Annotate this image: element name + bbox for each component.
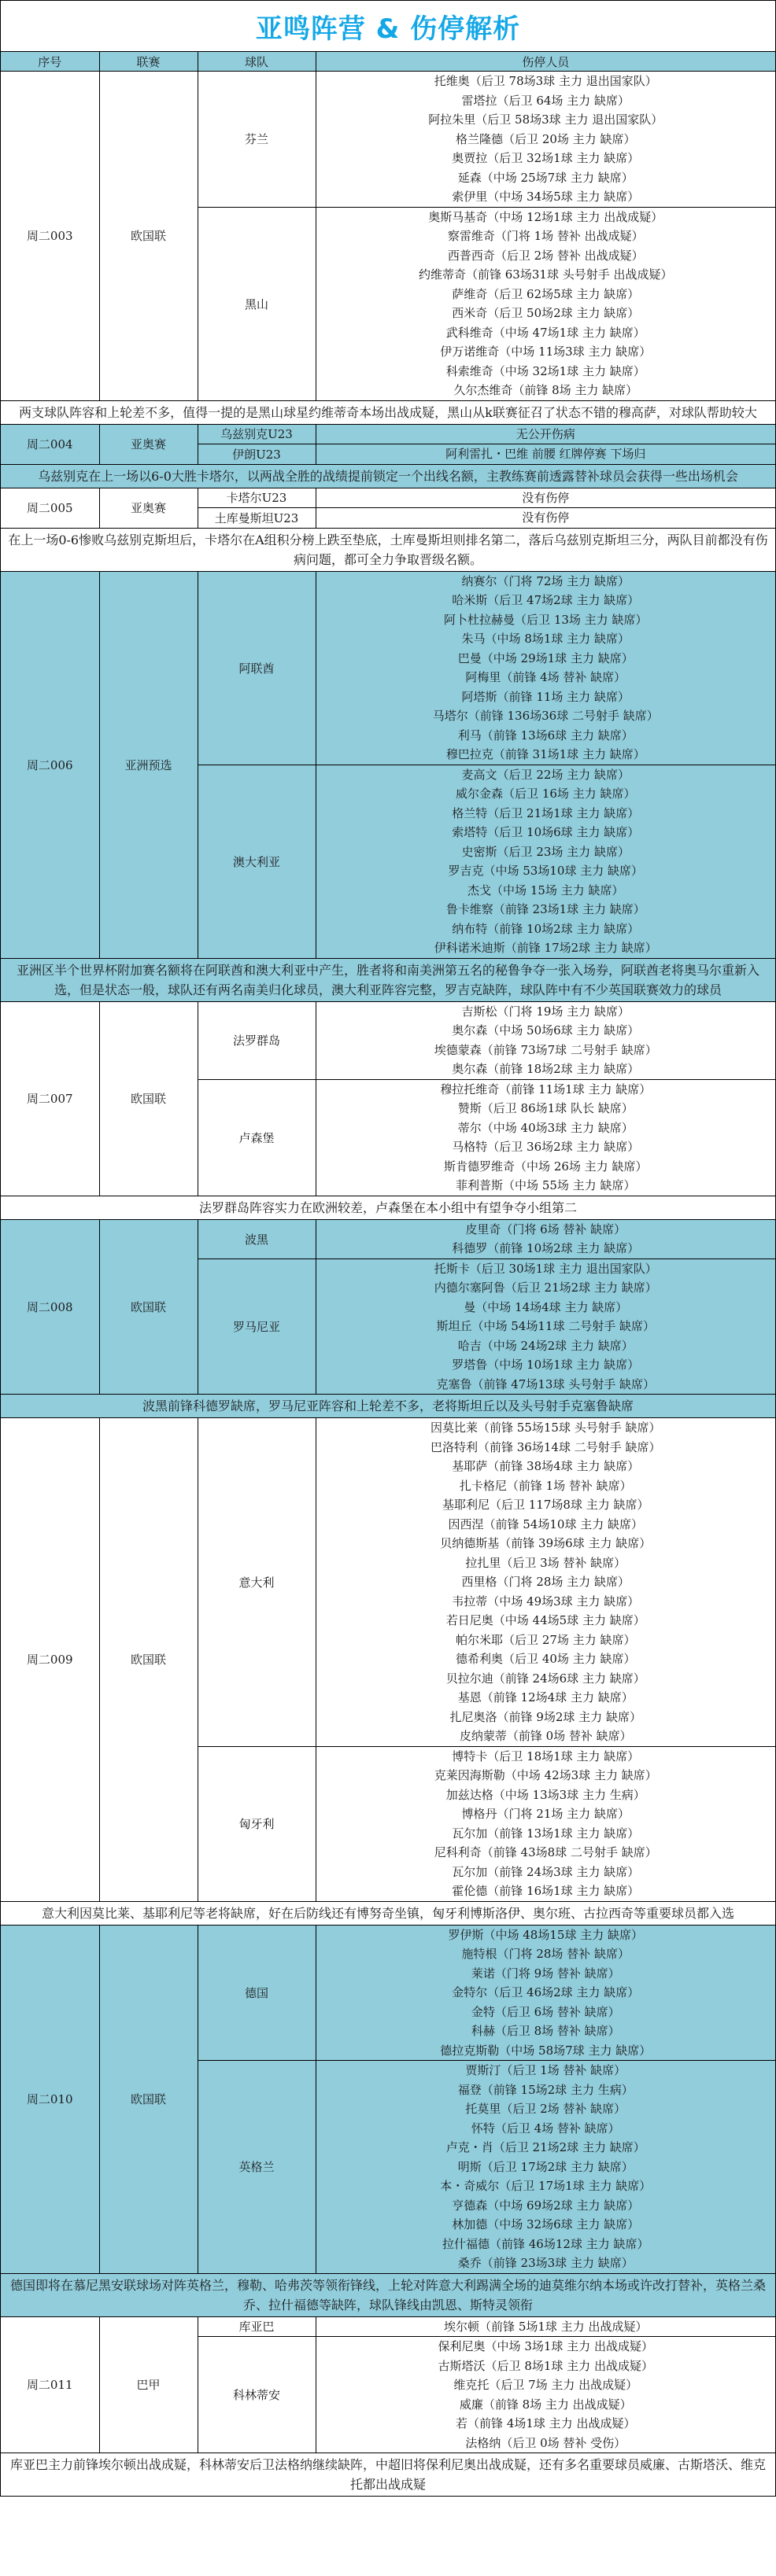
player-injury-entry: 纳赛尔（门将 72场 主力 缺席）: [461, 573, 630, 588]
player-injury-entry: 武科维奇（中场 47场1球 主力 缺席）: [445, 325, 645, 340]
match-note-row: [1, 2273, 775, 2316]
player-injury-entry: 巴曼（中场 29场1球 主力 缺席）: [457, 650, 634, 665]
injury-list: [316, 72, 775, 208]
match-team-row: [1, 1001, 775, 1079]
injury-list: [316, 2337, 775, 2453]
league-name: 亚奥赛: [99, 488, 198, 528]
match-id: 周二009: [1, 1418, 99, 1902]
header-league: 联赛: [99, 52, 198, 72]
player-injury-entry: 保利尼奥（中场 3场1球 主力 出战成疑）: [438, 2339, 653, 2353]
player-injury-entry: 基恩（前锋 12场4球 主力 缺席）: [457, 1690, 634, 1704]
player-injury-entry: 杰戈（中场 15场 主力 缺席）: [467, 883, 624, 897]
player-injury-entry: 哈米斯（后卫 47场2球 主力 缺席）: [452, 593, 640, 607]
player-injury-entry: 因西涅（前锋 54场10球 主力 缺席）: [448, 1516, 643, 1531]
player-injury-entry: 金特（后卫 6场 替补 缺席）: [471, 2004, 620, 2019]
player-injury-entry: 穆巴拉克（前锋 31场1球 主力 缺席）: [445, 747, 645, 761]
player-injury-entry: 内德尔塞阿鲁（后卫 21场2球 主力 缺席）: [434, 1281, 657, 1295]
team-name: 芬兰: [198, 72, 316, 208]
player-injury-entry: 麦高文（后卫 22场 主力 缺席）: [461, 767, 630, 782]
player-injury-entry: 利马（前锋 13场6球 主力 缺席）: [457, 728, 634, 743]
injury-list: [316, 1001, 775, 1079]
team-name: 黑山: [198, 207, 316, 400]
player-injury-entry: 扎尼奥洛（前锋 9场2球 主力 缺席）: [449, 1709, 641, 1724]
player-injury-entry: 卢克・肖（后卫 21场2球 主力 缺席）: [445, 2140, 645, 2154]
injury-list: [316, 508, 775, 529]
league-name: 欧国联: [99, 1001, 198, 1196]
match-analysis-note: 库亚巴主力前锋埃尔顿出战成疑，科林蒂安后卫法格纳继续缺阵，中超旧将保利尼奥出战成疑，还有多名重要球员威廉、古斯塔沃、维克托都出战成疑: [1, 2453, 775, 2497]
league-name: 欧国联: [99, 1219, 198, 1395]
player-injury-entry: 菲利普斯（中场 55场 主力 缺席）: [456, 1178, 636, 1192]
player-injury-entry: 斯坦丘（中场 54场11球 二号射手 缺席）: [436, 1319, 655, 1333]
player-injury-entry: 索伊里（中场 34场5球 主力 缺席）: [452, 190, 640, 204]
player-injury-entry: 斯肯德罗维奇（中场 26场 主力 缺席）: [444, 1159, 648, 1174]
injury-list: [316, 424, 775, 444]
player-injury-entry: 奥尔森（前锋 18场2球 主力 缺席）: [452, 1062, 640, 1076]
team-name: 法罗群岛: [198, 1001, 316, 1079]
player-injury-entry: 德拉克斯勒（中场 58场7球 主力 缺席）: [440, 2043, 652, 2058]
team-name: 匈牙利: [198, 1746, 316, 1901]
match-id: 周二010: [1, 1925, 99, 2273]
match-note-row: [1, 2453, 775, 2497]
player-injury-entry: 贝纳德斯基（前锋 39场6球 主力 缺席）: [440, 1536, 652, 1550]
player-injury-entry: 施特根（门将 28场 替补 缺席）: [461, 1947, 630, 1961]
player-injury-entry: 埃尔顿（前锋 5场1球 主力 出战成疑）: [444, 2319, 648, 2334]
player-injury-entry: 格兰隆德（后卫 20场 主力 缺席）: [456, 131, 636, 146]
player-injury-entry: 亨德森（中场 69场2球 主力 缺席）: [452, 2198, 640, 2213]
player-injury-entry: 科索维奇（中场 32场1球 主力 缺席）: [445, 363, 645, 378]
match-id: 周二005: [1, 488, 99, 528]
injury-list: [316, 488, 775, 508]
player-injury-entry: 莱诺（门将 9场 替补 缺席）: [471, 1966, 620, 1981]
player-injury-entry: 阿拉朱里（后卫 58场3球 主力 退出国家队）: [428, 112, 663, 127]
team-name: 伊朗U23: [198, 444, 316, 465]
injury-list: [316, 1418, 775, 1747]
league-name: 欧国联: [99, 1925, 198, 2273]
league-name: 亚奥赛: [99, 424, 198, 464]
player-injury-entry: 哈吉（中场 24场2球 主力 缺席）: [457, 1338, 634, 1353]
match-analysis-note: 在上一场0-6惨败乌兹别克斯坦后，卡塔尔在A组积分榜上跌至垫底，土库曼斯坦则排名第二，落后乌兹别克斯坦三分，两队目前都没有伤病问题，都可全力争取晋级名额。: [1, 528, 775, 571]
match-id: 周二007: [1, 1001, 99, 1196]
team-name: 意大利: [198, 1418, 316, 1747]
player-injury-entry: 尼科利奇（前锋 43场8球 二号射手 缺席）: [434, 1845, 657, 1859]
player-injury-entry: 威廉（前锋 8场 主力 出战成疑）: [459, 2397, 632, 2412]
player-injury-entry: 拉扎里（后卫 3场 替补 缺席）: [465, 1555, 626, 1570]
player-injury-entry: 贝拉尔迪（前锋 24场6球 主力 缺席）: [445, 1671, 645, 1686]
player-injury-entry: 皮纳蒙蒂（前锋 0场 替补 缺席）: [459, 1729, 632, 1743]
player-injury-entry: 罗吉克（中场 53场10球 主力 缺席）: [448, 864, 643, 878]
player-injury-entry: 本・奇威尔（后卫 17场1球 主力 缺席）: [440, 2179, 652, 2193]
match-team-row: [1, 72, 775, 208]
injury-list: [316, 1079, 775, 1196]
player-injury-entry: 法格纳（后卫 0场 替补 受伤）: [465, 2435, 626, 2450]
player-injury-entry: 霍伦德（前锋 16场1球 主力 缺席）: [452, 1884, 640, 1898]
player-injury-entry: 鲁卡维察（前锋 23场1球 主力 缺席）: [445, 902, 645, 916]
match-team-row: [1, 488, 775, 508]
player-injury-entry: 桑乔（前锋 23场3球 主力 缺席）: [457, 2256, 634, 2270]
player-injury-entry: 阿卜杜拉赫曼（后卫 13场 主力 缺席）: [444, 612, 648, 627]
match-analysis-note: 德国即将在慕尼黑安联球场对阵英格兰，穆勒、哈弗茨等领衔锋线，上轮对阵意大利踢满全场的迪莫维尔纳本场或许改打替补，英格兰桑乔、拉什福德等缺阵，球队锋线由凯恩、斯特灵领衔: [1, 2273, 775, 2316]
player-injury-entry: 延森（中场 25场7球 主力 缺席）: [457, 170, 634, 185]
player-injury-entry: 索塔特（后卫 10场6球 主力 缺席）: [452, 825, 640, 839]
player-injury-entry: 阿利雷扎・巴维 前腰 红牌停赛 下场归: [445, 447, 646, 461]
player-injury-entry: 博格丹（门将 21场 主力 缺席）: [461, 1807, 630, 1821]
match-team-row: [1, 1925, 775, 2061]
team-name: 科林蒂安: [198, 2337, 316, 2453]
player-injury-entry: 朱马（中场 8场1球 主力 缺席）: [461, 632, 630, 646]
league-name: 欧国联: [99, 1418, 198, 1902]
player-injury-entry: 西里格（门将 28场 主力 缺席）: [461, 1575, 630, 1589]
player-injury-entry: 雷塔拉（后卫 64场 主力 缺席）: [461, 93, 630, 108]
table-header-row: [1, 52, 775, 72]
player-injury-entry: 赞斯（后卫 86场1球 队长 缺席）: [457, 1101, 634, 1115]
player-injury-entry: 约维蒂奇（前锋 63场31球 头号射手 出战成疑）: [419, 267, 673, 282]
player-injury-entry: 因莫比莱（前锋 55场15球 头号射手 缺席）: [430, 1421, 661, 1435]
player-injury-entry: 马塔尔（前锋 136场36球 二号射手 缺席）: [432, 709, 659, 723]
match-analysis-note: 乌兹别克在上一场以6-0大胜卡塔尔，以两战全胜的战绩提前锁定一个出线名额，主教练赛前透露替补球员会获得一些出场机会: [1, 464, 775, 488]
match-team-row: [1, 571, 775, 765]
injury-list: [316, 2061, 775, 2274]
player-injury-entry: 吉斯松（门将 19场 主力 缺席）: [461, 1004, 630, 1019]
league-name: 巴甲: [99, 2316, 198, 2453]
player-injury-entry: 明斯（后卫 17场2球 主力 缺席）: [457, 2159, 634, 2174]
match-team-row: [1, 1219, 775, 1259]
player-injury-entry: 无公开伤病: [515, 426, 575, 441]
table-body: [1, 72, 775, 2497]
injury-list: [316, 765, 775, 958]
injury-list: [316, 207, 775, 400]
player-injury-entry: 史密斯（后卫 23场 主力 缺席）: [461, 844, 630, 859]
player-injury-entry: 曼（中场 14场4球 主力 缺席）: [464, 1299, 628, 1314]
match-note-row: [1, 400, 775, 424]
match-team-row: [1, 424, 775, 444]
match-analysis-note: 两支球队阵容和上轮差不多，值得一提的是黑山球星约维蒂奇本场出战成疑，黑山从k联赛征召了状态不错的穆高萨，对球队帮助较大: [1, 400, 775, 424]
match-id: 周二003: [1, 72, 99, 401]
injury-list: [316, 1925, 775, 2061]
player-injury-entry: 林加德（中场 32场6球 主力 缺席）: [452, 2217, 640, 2231]
player-injury-entry: 怀特（后卫 4场 替补 缺席）: [471, 2121, 620, 2136]
player-injury-entry: 久尔杰维奇（前锋 8场 主力 缺席）: [453, 383, 638, 397]
player-injury-entry: 埃德蒙森（前锋 73场7球 二号射手 缺席）: [434, 1042, 657, 1057]
player-injury-entry: 奥斯马基奇（中场 12场1球 主力 出战成疑）: [428, 209, 663, 224]
player-injury-entry: 韦拉蒂（中场 49场3球 主力 缺席）: [452, 1594, 640, 1609]
team-name: 英格兰: [198, 2061, 316, 2274]
injury-list: [316, 444, 775, 465]
player-injury-entry: 福登（前锋 15场2球 主力 生病）: [457, 2082, 634, 2097]
injury-list: [316, 1746, 775, 1901]
player-injury-entry: 帕尔米耶（后卫 27场 主力 缺席）: [456, 1632, 636, 1647]
team-name: 乌兹别克U23: [198, 424, 316, 444]
player-injury-entry: 基耶利尼（后卫 117场8球 主力 缺席）: [442, 1498, 649, 1512]
player-injury-entry: 阿塔斯（前锋 11场 主力 缺席）: [461, 689, 630, 704]
page-title: 亚鸣阵营 & 伤停解析: [1, 1, 775, 52]
match-note-row: [1, 1901, 775, 1925]
player-injury-entry: 托维奥（后卫 78场3球 主力 退出国家队）: [434, 74, 657, 88]
player-injury-entry: 萨维奇（后卫 62场5球 主力 缺席）: [452, 286, 640, 301]
team-name: 卡塔尔U23: [198, 488, 316, 508]
player-injury-entry: 巴洛特利（前锋 36场14球 二号射手 缺席）: [430, 1439, 661, 1454]
player-injury-entry: 克莱因海斯勒（中场 42场3球 主力 缺席）: [434, 1768, 657, 1782]
player-injury-entry: 西米奇（后卫 50场2球 主力 缺席）: [452, 306, 640, 320]
team-name: 卢森堡: [198, 1079, 316, 1196]
player-injury-entry: 加兹达格（中场 13场3球 主力 生病）: [445, 1787, 645, 1802]
player-injury-entry: 托斯卡（后卫 30场1球 主力 退出国家队）: [434, 1261, 657, 1276]
player-injury-entry: 科德罗（前锋 10场2球 主力 缺席）: [452, 1241, 640, 1255]
player-injury-entry: 瓦尔加（前锋 13场1球 主力 缺席）: [452, 1826, 640, 1841]
match-analysis-note: 亚洲区半个世界杯附加赛名额将在阿联酋和澳大利亚中产生，胜者将和南美洲第五名的秘鲁争夺一张入场券，阿联酋老将奥马尔重新入选，但是状态一般，球队还有两名南美归化球员，澳大利亚阵容完整，罗吉克缺阵，球队阵中有不少英国联赛效力的球员: [1, 958, 775, 1001]
league-name: 欧国联: [99, 72, 198, 401]
player-injury-entry: 皮里奇（门将 6场 替补 缺席）: [465, 1222, 626, 1236]
player-injury-entry: 西普西奇（后卫 2场 替补 出战成疑）: [447, 248, 644, 263]
player-injury-entry: 纳布特（前锋 10场2球 主力 缺席）: [452, 921, 640, 936]
player-injury-entry: 没有伤停: [522, 510, 570, 525]
match-team-row: [1, 2316, 775, 2337]
match-analysis-note: 意大利因莫比莱、基耶利尼等老将缺席，好在后防线还有博努奇坐镇，匈牙利博斯洛伊、奥尔班、古拉西奇等重要球员都入选: [1, 1901, 775, 1925]
team-name: 澳大利亚: [198, 765, 316, 958]
match-analysis-note: 波黑前锋科德罗缺席，罗马尼亚阵容和上轮差不多，老将斯坦丘以及头号射手克塞鲁缺席: [1, 1395, 775, 1418]
match-note-row: [1, 958, 775, 1001]
injury-list: [316, 2316, 775, 2337]
header-injuries: 伤停人员: [316, 52, 775, 72]
player-injury-entry: 奥尔森（中场 50场6球 主力 缺席）: [452, 1023, 640, 1037]
match-id: 周二011: [1, 2316, 99, 2453]
injury-table: [1, 52, 775, 2497]
player-injury-entry: 阿梅里（前锋 4场 替补 缺席）: [465, 670, 626, 684]
player-injury-entry: 没有伤停: [522, 490, 570, 505]
player-injury-entry: 德希利奥（后卫 40场 主力 缺席）: [456, 1652, 636, 1666]
match-id: 周二008: [1, 1219, 99, 1395]
player-injury-entry: 托莫里（后卫 2场 替补 缺席）: [465, 2102, 626, 2116]
player-injury-entry: 伊万诺维奇（中场 11场3球 主力 缺席）: [440, 345, 652, 359]
injury-list: [316, 1219, 775, 1259]
player-injury-entry: 若日尼奥（中场 44场5球 主力 缺席）: [445, 1613, 645, 1627]
player-injury-entry: 克塞鲁（前锋 47场13球 头号射手 缺席）: [436, 1376, 655, 1391]
injury-list: [316, 1259, 775, 1395]
team-name: 土库曼斯坦U23: [198, 508, 316, 529]
player-injury-entry: 扎卡格尼（前锋 1场 替补 缺席）: [459, 1478, 632, 1493]
player-injury-entry: 古斯塔沃（后卫 8场1球 主力 出战成疑）: [438, 2358, 653, 2373]
match-team-row: [1, 1418, 775, 1747]
match-id: 周二004: [1, 424, 99, 464]
player-injury-entry: 格兰特（后卫 21场1球 主力 缺席）: [452, 805, 640, 820]
player-injury-entry: 伊科诺米迪斯（前锋 17场2球 主力 缺席）: [434, 941, 657, 955]
match-id: 周二006: [1, 571, 99, 958]
player-injury-entry: 奥贾拉（后卫 32场1球 主力 缺席）: [452, 151, 640, 165]
player-injury-entry: 科赫（后卫 8场 替补 缺席）: [471, 2024, 620, 2038]
player-injury-entry: 拉什福德（前锋 46场12球 主力 缺席）: [442, 2236, 649, 2251]
team-name: 阿联酋: [198, 571, 316, 765]
player-injury-entry: 威尔金森（后卫 16场 主力 缺席）: [456, 787, 636, 801]
header-seq: 序号: [1, 52, 99, 72]
player-injury-entry: 蒂尔（中场 40场3球 主力 缺席）: [457, 1120, 634, 1135]
player-injury-entry: 穆拉托维奇（前锋 11场1球 主力 缺席）: [440, 1082, 652, 1096]
header-team: 球队: [198, 52, 316, 72]
team-name: 库亚巴: [198, 2316, 316, 2337]
team-name: 波黑: [198, 1219, 316, 1259]
match-note-row: [1, 464, 775, 488]
league-name: 亚洲预选: [99, 571, 198, 958]
player-injury-entry: 马格特（后卫 36场2球 主力 缺席）: [452, 1140, 640, 1154]
match-analysis-note: 法罗群岛阵容实力在欧洲较差，卢森堡在本小组中有望争夺小组第二: [1, 1196, 775, 1219]
player-injury-entry: 若（前锋 4场1球 主力 出战成疑）: [456, 2416, 636, 2430]
team-name: 德国: [198, 1925, 316, 2061]
match-note-row: [1, 528, 775, 571]
match-note-row: [1, 1395, 775, 1418]
player-injury-entry: 维克托（后卫 7场 主力 出战成疑）: [453, 2378, 638, 2392]
player-injury-entry: 察雷维奇（门将 1场 替补 出战成疑）: [447, 229, 644, 243]
player-injury-entry: 瓦尔加（前锋 24场3球 主力 缺席）: [452, 1864, 640, 1879]
player-injury-entry: 贾斯汀（后卫 1场 替补 缺席）: [465, 2063, 626, 2077]
injury-list: [316, 571, 775, 765]
team-name: 罗马尼亚: [198, 1259, 316, 1395]
player-injury-entry: 罗伊斯（中场 48场15球 主力 缺席）: [448, 1927, 643, 1942]
match-note-row: [1, 1196, 775, 1219]
player-injury-entry: 罗塔鲁（中场 10场1球 主力 缺席）: [452, 1358, 640, 1372]
player-injury-entry: 博特卡（后卫 18场1球 主力 缺席）: [452, 1749, 640, 1763]
player-injury-entry: 金特尔（后卫 46场2球 主力 缺席）: [452, 1985, 640, 1999]
player-injury-entry: 基耶萨（前锋 38场4球 主力 缺席）: [452, 1459, 640, 1473]
